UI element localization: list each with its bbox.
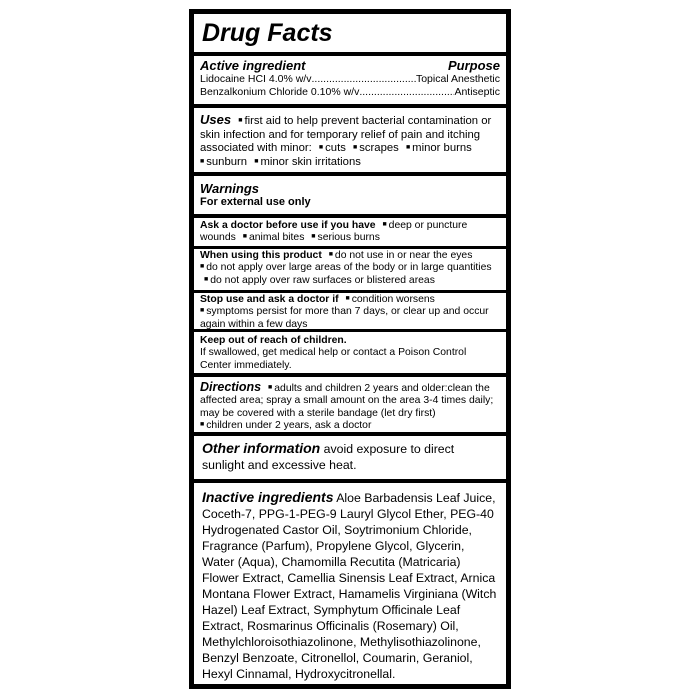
- directions-heading: Directions: [200, 380, 262, 394]
- active-ingredient-section: [194, 56, 506, 104]
- warnings-sub: For external use only: [200, 196, 311, 209]
- directions-item: adults and children 2 years and older:clean the affected area; spray a small amount on the area 3-4 times daily; may be covered with a sterile bandage (let dry first): [200, 383, 494, 419]
- uses-item: sunburn: [206, 155, 248, 168]
- warning-item: do not apply over raw surfaces or blistered areas: [210, 274, 435, 286]
- warning-item: deep or puncture wounds: [200, 220, 468, 244]
- leader-dots: [311, 73, 415, 85]
- leader-dots: [359, 86, 454, 98]
- other-info-text: avoid exposure to direct sunlight and excessive heat.: [202, 442, 455, 472]
- directions-item: children under 2 years, ask a doctor: [206, 420, 372, 432]
- when-using-section: When using this product ■ do not use in or near the eyes ■ do not apply over large areas of the body or in large quantities ■ do not apply over raw surfaces or blistered areas: [194, 249, 506, 290]
- uses-heading: Uses: [200, 112, 232, 127]
- warnings-section: [194, 176, 506, 214]
- ask-doctor-section: Ask a doctor before use if you have ■ deep or puncture wounds ■ animal bites ■ serious burns: [194, 218, 506, 246]
- drug-facts-panel: [189, 9, 511, 689]
- ask-doctor-heading: Ask a doctor before use if you have: [200, 220, 376, 231]
- title-section: [194, 14, 506, 52]
- page-title: Drug Facts: [202, 19, 333, 47]
- inactive-section: [194, 483, 506, 684]
- other-info-section: [194, 436, 506, 479]
- uses-item: minor skin irritations: [260, 155, 361, 168]
- warning-item: animal bites: [248, 232, 305, 244]
- active-purpose: Topical Anesthetic: [415, 73, 500, 86]
- uses-item: scrapes: [359, 142, 399, 155]
- uses-text: first aid to help prevent bacterial contamination or skin infection and for temporary relief of pain and itching associated with minor:: [200, 115, 492, 155]
- warning-item: do not use in or near the eyes: [334, 250, 473, 261]
- stop-use-heading: Stop use and ask a doctor if: [200, 294, 339, 305]
- inactive-heading: Inactive ingredients: [202, 489, 334, 505]
- inactive-text: Aloe Barbadensis Leaf Juice, Coceth-7, PPG-1-PEG-9 Lauryl Glycol Ether, PEG-40 Hydrogenated Castor Oil, Soytrimonium Chloride, Fragrance (Parfum), Propylene Glycol, Glycerin, Water (Aqua), Chamomilla Recutita (Matricaria) Flower Extract, Camellia Sinensis Leaf Extract, Arnica Montana Flower Extract, Hamamelis Virginiana (Witch Hazel) Leaf Extract, Symphytum Officinale Leaf Extract, Rosmarinus Officinalis (Rosemary) Oil, Methylchloroisothiazolinone, Methylisothiazolinone, Benzyl Benzoate, Citronellol, Coumarin, Geraniol, Hexyl Cinnamal, Hydroxycitronellal.: [202, 491, 497, 681]
- active-heading: Active ingredient: [200, 58, 306, 73]
- keep-out-heading: Keep out of reach of children.: [200, 335, 347, 346]
- when-using-heading: When using this product: [200, 250, 322, 261]
- uses-item: cuts: [325, 142, 346, 155]
- other-info-heading: Other information: [202, 440, 321, 456]
- active-row: [200, 86, 500, 98]
- warnings-heading: Warnings: [200, 181, 259, 196]
- purpose-heading: Purpose: [447, 58, 500, 73]
- warning-item: condition worsens: [351, 294, 435, 305]
- active-row: [200, 73, 500, 85]
- stop-use-section: Stop use and ask a doctor if ■ condition worsens ■ symptoms persist for more than 7 days, or clear up and occur again within a few days: [194, 293, 506, 329]
- keep-out-section: [194, 332, 506, 373]
- active-purpose: Antiseptic: [454, 85, 500, 98]
- uses-item: minor burns: [412, 142, 472, 155]
- uses-section: Uses ■ first aid to help prevent bacterial contamination or skin infection and for temporary relief of pain and itching associated with minor: ■ cuts ■ scrapes ■ minor burns ■ sunburn ■ minor skin irritations: [194, 108, 506, 172]
- warning-item: do not apply over large areas of the body or in large quantities: [206, 262, 492, 274]
- warning-item: serious burns: [317, 232, 380, 244]
- active-header-row: [200, 58, 500, 73]
- keep-out-text: If swallowed, get medical help or contact a Poison Control Center immediately.: [200, 347, 467, 371]
- warning-item: symptoms persist for more than 7 days, or clear up and occur again within a few days: [200, 306, 489, 330]
- active-name: Benzalkonium Chloride 0.10% w/v: [200, 85, 360, 98]
- active-name: Lidocaine HCI 4.0% w/v: [200, 73, 312, 86]
- directions-section: Directions ■ adults and children 2 years and older:clean the affected area; spray a small amount on the area 3-4 times daily; may be covered with a sterile bandage (let dry first) ■ children under 2 years, ask a doctor: [194, 377, 506, 432]
